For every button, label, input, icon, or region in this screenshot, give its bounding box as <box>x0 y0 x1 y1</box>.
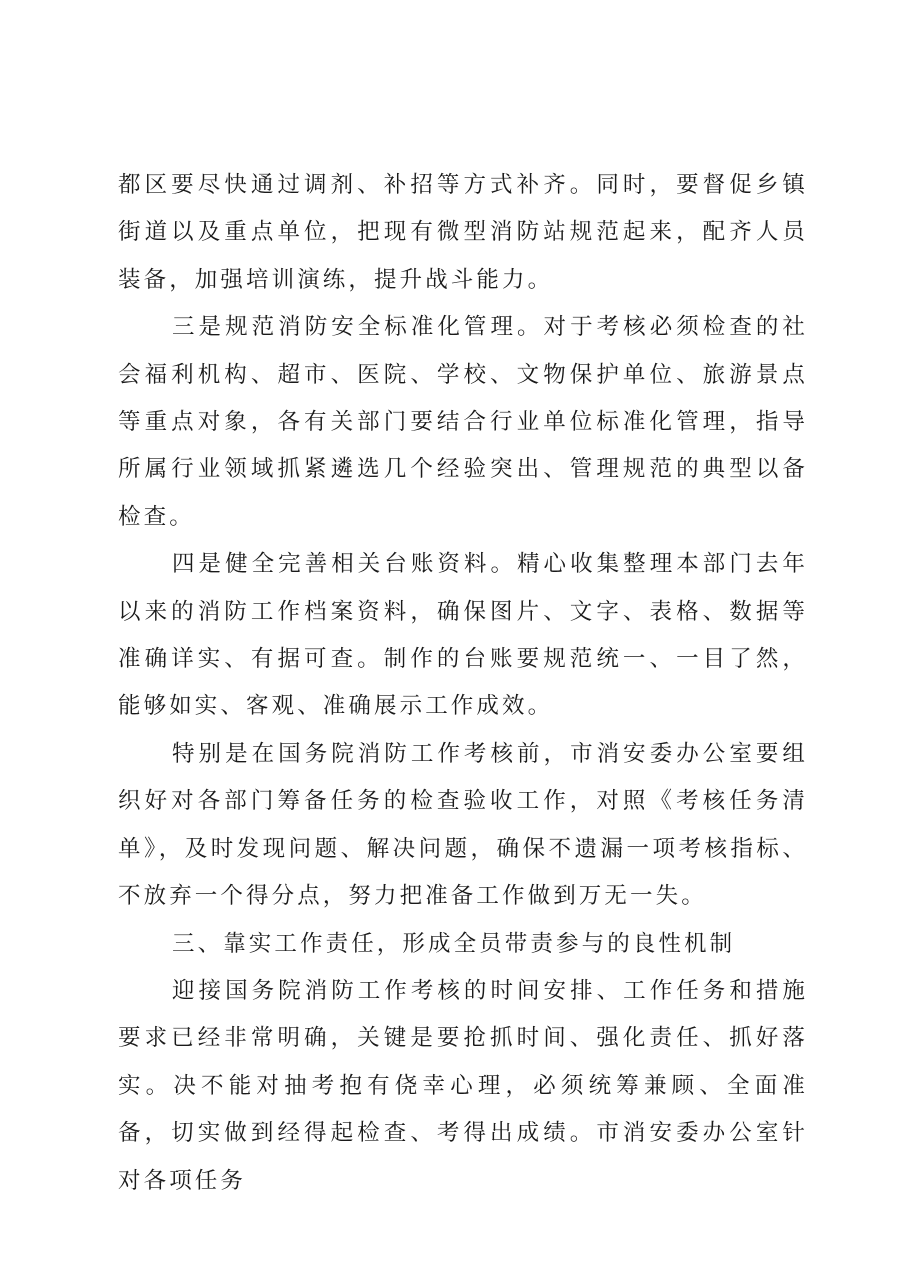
paragraph-responsibility: 迎接国务院消防工作考核的时间安排、工作任务和措施要求已经非常明确，关键是要抢抓时间、强化责任、抓好落实。决不能对抽考抱有侥幸心理，必须统筹兼顾、全面准备，切实做到经得起检查、考得出成绩。市消安委办公室针对各项任务 <box>118 977 808 1194</box>
section-heading: 三、靠实工作责任，形成全员带责参与的良性机制 <box>172 930 736 957</box>
document-body <box>118 162 808 1205</box>
paragraph-records: 四是健全完善相关台账资料。精心收集整理本部门去年以来的消防工作档案资料，确保图片、文字、表格、数据等准确详实、有据可查。制作的台账要规范统一、一目了然，能够如实、客观、准确展示工作成效。 <box>118 551 808 720</box>
paragraph-inspection: 特别是在国务院消防工作考核前，市消安委办公室要组织好对各部门筹备任务的检查验收工作，对照《考核任务清单》，及时发现问题、解决问题，确保不遗漏一项考核指标、不放弃一个得分点，努力把准备工作做到万无一失。 <box>118 740 808 910</box>
paragraph-continuation: 都区要尽快通过调剂、补招等方式补齐。同时，要督促乡镇街道以及重点单位，把现有微型消防站规范起来，配齐人员装备，加强培训演练，提升战斗能力。 <box>118 172 808 293</box>
paragraph-standardization: 三是规范消防安全标准化管理。对于考核必须检查的社会福利机构、超市、医院、学校、文物保护单位、旅游景点等重点对象，各有关部门要结合行业单位标准化管理，指导所属行业领域抓紧遴选几个经验突出、管理规范的典型以备检查。 <box>118 314 808 530</box>
